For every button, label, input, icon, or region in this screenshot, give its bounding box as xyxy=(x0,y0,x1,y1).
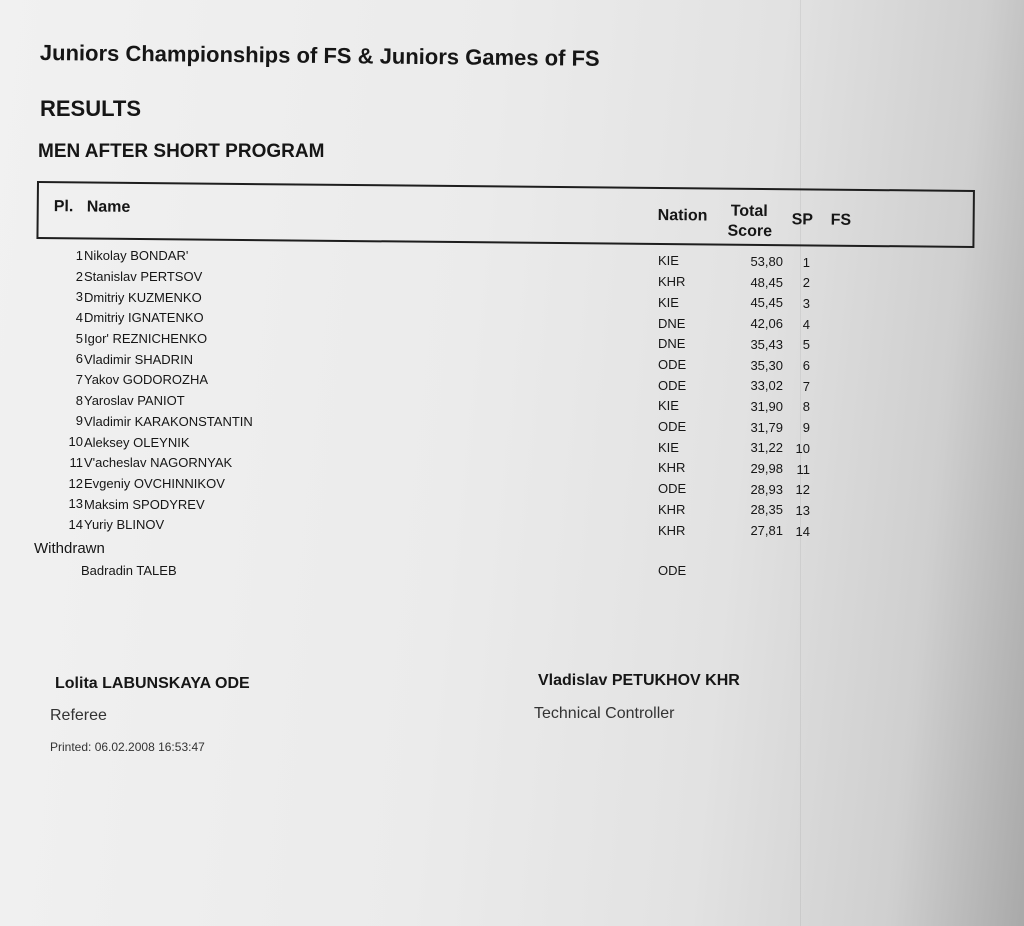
sp-rank-cell: 10 xyxy=(795,440,810,456)
nation-cell: ODE xyxy=(658,377,687,393)
technical-controller-role: Technical Controller xyxy=(534,705,675,722)
sp-rank-cell: 6 xyxy=(802,358,810,374)
nation-cell: DNE xyxy=(658,336,686,352)
total-score-cell: 28,93 xyxy=(750,481,783,497)
sp-rank-cell: 3 xyxy=(802,295,810,311)
table-header xyxy=(36,181,975,248)
event-title: Juniors Championships of FS & Juniors Games of FS xyxy=(39,40,600,71)
category-heading: MEN AFTER SHORT PROGRAM xyxy=(38,141,325,162)
place-cell: 1 xyxy=(75,247,83,263)
name-cell: Vladimir SHADRIN xyxy=(84,351,194,367)
results-heading: RESULTS xyxy=(40,96,142,121)
header-name: Name xyxy=(86,198,131,216)
table-row xyxy=(0,517,1024,537)
table-row xyxy=(0,476,1024,496)
nation-cell: KIE xyxy=(658,294,679,310)
table-row xyxy=(0,393,1024,413)
sp-rank-cell: 8 xyxy=(802,399,810,415)
nation-cell: KIE xyxy=(658,253,679,269)
total-score-cell: 35,30 xyxy=(750,357,783,373)
name-cell: Vladimir KARAKONSTANTIN xyxy=(84,413,253,429)
printed-timestamp: Printed: 06.02.2008 16:53:47 xyxy=(50,740,205,754)
table-row xyxy=(0,310,1024,330)
table-row xyxy=(0,434,1024,454)
table-row xyxy=(0,352,1024,372)
nation-cell: KHR xyxy=(658,522,686,538)
place-cell: 10 xyxy=(68,434,83,450)
sp-rank-cell: 4 xyxy=(802,316,810,332)
table-row xyxy=(0,289,1024,309)
nation-cell: KHR xyxy=(658,274,686,290)
place-cell: 4 xyxy=(75,309,83,325)
name-cell: Yakov GODOROZHA xyxy=(84,372,209,388)
table-row xyxy=(0,414,1024,434)
sp-rank-cell: 11 xyxy=(796,461,810,477)
place-cell: 8 xyxy=(75,392,83,408)
nation-cell: DNE xyxy=(658,315,686,331)
place-cell: 12 xyxy=(68,475,83,491)
place-cell: 2 xyxy=(75,268,83,284)
table-row xyxy=(0,372,1024,392)
sp-rank-cell: 9 xyxy=(802,420,810,436)
referee-role: Referee xyxy=(50,707,107,724)
total-score-cell: 33,02 xyxy=(750,378,783,394)
name-cell: Dmitriy IGNATENKO xyxy=(84,310,204,326)
sp-rank-cell: 1 xyxy=(802,254,810,270)
referee-name: Lolita LABUNSKAYA ODE xyxy=(55,675,250,692)
name-cell: Igor' REZNICHENKO xyxy=(84,331,208,347)
header-nation: Nation xyxy=(657,206,708,225)
name-cell: Evgeniy OVCHINNIKOV xyxy=(84,475,225,491)
nation-cell: KHR xyxy=(658,501,686,517)
header-total-score-line1: Total xyxy=(730,202,768,221)
table-row xyxy=(0,331,1024,351)
nation-cell: KIE xyxy=(658,439,679,455)
total-score-cell: 31,79 xyxy=(750,419,783,435)
place-cell: 5 xyxy=(75,330,83,346)
sp-rank-cell: 14 xyxy=(795,523,810,539)
total-score-cell: 31,22 xyxy=(750,440,783,456)
nation-cell: ODE xyxy=(658,419,687,435)
sp-rank-cell: 5 xyxy=(802,337,810,353)
name-cell: Yuriy BLINOV xyxy=(84,517,165,533)
withdrawn-nation: ODE xyxy=(658,563,687,578)
name-cell: Nikolay BONDAR' xyxy=(84,248,189,264)
table-row xyxy=(0,496,1024,516)
withdrawn-name: Badradin TALEB xyxy=(81,563,177,578)
header-total-score-line2: Score xyxy=(727,222,773,241)
total-score-cell: 28,35 xyxy=(750,502,783,518)
total-score-cell: 53,80 xyxy=(750,254,783,270)
total-score-cell: 42,06 xyxy=(750,316,783,332)
place-cell: 3 xyxy=(75,289,83,305)
nation-cell: KHR xyxy=(658,460,686,476)
place-cell: 7 xyxy=(75,372,83,388)
total-score-cell: 45,45 xyxy=(750,295,783,311)
sp-rank-cell: 2 xyxy=(802,275,810,291)
name-cell: Aleksey OLEYNIK xyxy=(84,434,190,450)
header-sp: SP xyxy=(791,211,814,229)
table-row xyxy=(0,269,1024,289)
sp-rank-cell: 7 xyxy=(802,378,810,394)
nation-cell: ODE xyxy=(658,481,687,497)
name-cell: Stanislav PERTSOV xyxy=(84,268,203,284)
name-cell: Yaroslav PANIOT xyxy=(84,393,185,409)
table-row xyxy=(0,455,1024,475)
total-score-cell: 27,81 xyxy=(750,523,783,539)
place-cell: 14 xyxy=(68,516,83,532)
header-fs: FS xyxy=(830,211,852,229)
header-pl: Pl. xyxy=(53,198,74,216)
nation-cell: KIE xyxy=(658,398,679,414)
sp-rank-cell: 12 xyxy=(795,482,810,498)
withdrawn-label: Withdrawn xyxy=(34,540,105,557)
place-cell: 9 xyxy=(75,413,83,429)
table-row xyxy=(0,248,1024,268)
name-cell: V'acheslav NAGORNYAK xyxy=(84,455,233,471)
name-cell: Maksim SPODYREV xyxy=(84,496,205,512)
nation-cell: ODE xyxy=(658,356,687,372)
total-score-cell: 29,98 xyxy=(750,461,783,477)
total-score-cell: 35,43 xyxy=(750,336,783,352)
total-score-cell: 31,90 xyxy=(750,398,783,414)
sp-rank-cell: 13 xyxy=(795,502,810,518)
place-cell: 13 xyxy=(68,496,83,512)
place-cell: 11 xyxy=(69,454,83,470)
name-cell: Dmitriy KUZMENKO xyxy=(84,289,202,305)
technical-controller-name: Vladislav PETUKHOV KHR xyxy=(538,672,740,689)
place-cell: 6 xyxy=(75,351,83,367)
total-score-cell: 48,45 xyxy=(750,274,783,290)
